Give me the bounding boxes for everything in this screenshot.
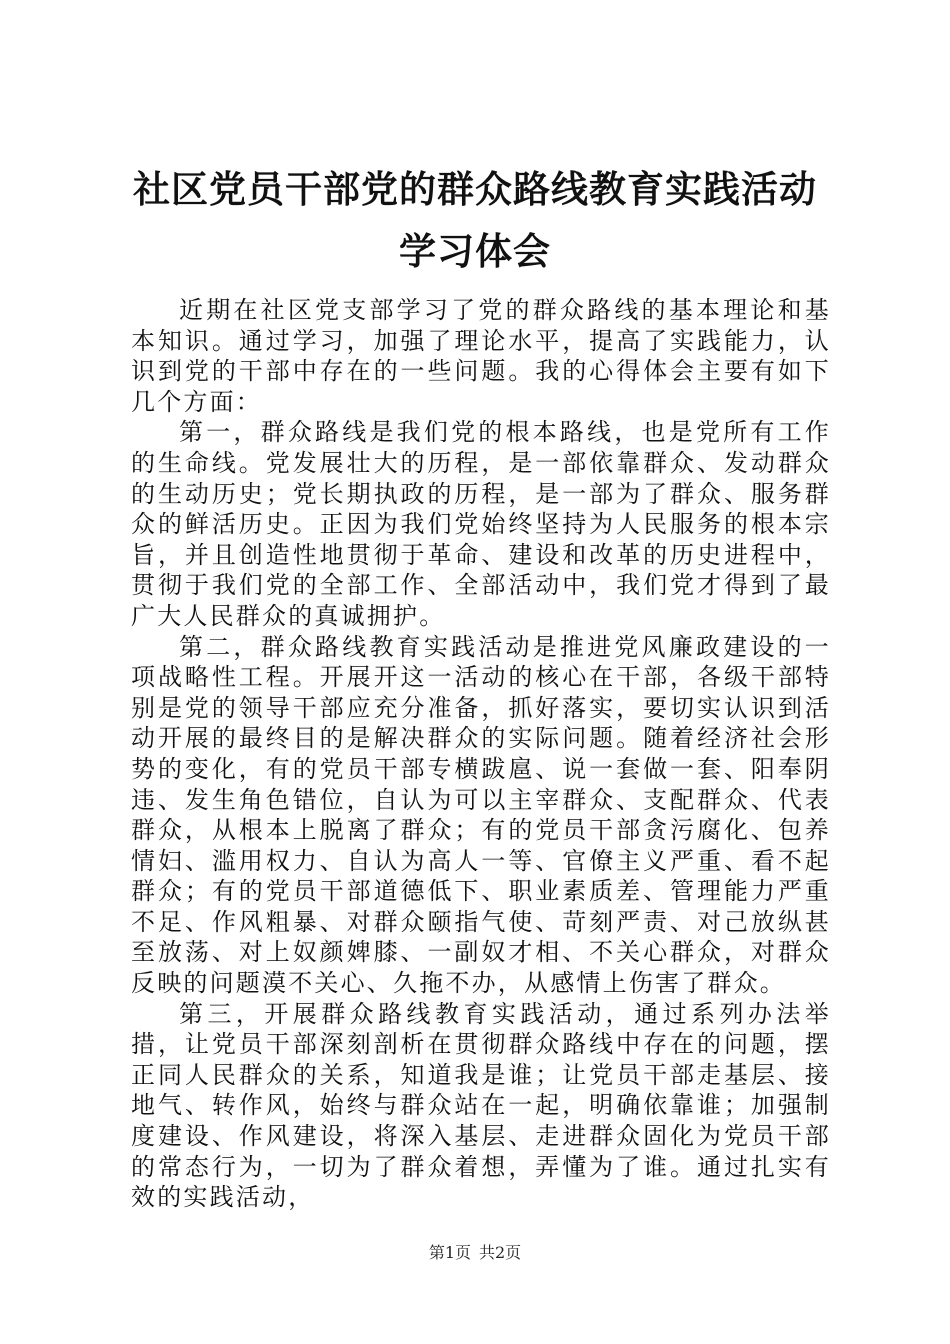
page-number: 第1页 xyxy=(428,1243,471,1262)
page-footer xyxy=(0,1242,950,1264)
page-total: 共2页 xyxy=(479,1243,522,1262)
document-title: 社区党员干部党的群众路线教育实践活动学习体会 xyxy=(133,167,817,273)
paragraph-first: 第一，群众路线是我们党的根本路线，也是党所有工作的生命线。党发展壮大的历程，是一部依靠群众、发动群众的生动历史；党长期执政的历程，是一部为了群众、服务群众的鲜活历史。正因为我们党始终坚持为人民服务的根本宗旨，并且创造性地贯彻于革命、建设和改革的历史进程中，贯彻于我们党的全部工作、全部活动中，我们党才得到了最广大人民群众的真诚拥护。 xyxy=(131,418,831,630)
document-body xyxy=(131,295,831,1213)
paragraph-second: 第二，群众路线教育实践活动是推进党风廉政建设的一项战略性工程。开展开这一活动的核心在干部，各级干部特别是党的领导干部应充分准备，抓好落实，要切实认识到活动开展的最终目的是解决群众的实际问题。随着经济社会形势的变化，有的党员干部专横跋扈、说一套做一套、阳奉阴违、发生角色错位，自认为可以主宰群众、支配群众、代表群众，从根本上脱离了群众；有的党员干部贪污腐化、包养情妇、滥用权力、自认为高人一等、官僚主义严重、看不起群众；有的党员干部道德低下、职业素质差、管理能力严重不足、作风粗暴、对群众颐指气使、苛刻严责、对己放纵甚至放荡、对上奴颜婢膝、一副奴才相、不关心群众，对群众反映的问题漠不关心、久拖不办，从感情上伤害了群众。 xyxy=(131,632,831,998)
paragraph-third: 第三，开展群众路线教育实践活动，通过系列办法举措，让党员干部深刻剖析在贯彻群众路线中存在的问题，摆正同人民群众的关系，知道我是谁；让党员干部走基层、接地气、转作风，始终与群众站在一起，明确依靠谁；加强制度建设、作风建设，将深入基层、走进群众固化为党员干部的常态行为，一切为了群众着想，弄懂为了谁。通过扎实有效的实践活动， xyxy=(131,999,831,1212)
paragraph-intro: 近期在社区党支部学习了党的群众路线的基本理论和基本知识。通过学习，加强了理论水平，提高了实践能力，认识到党的干部中存在的一些问题。我的心得体会主要有如下几个方面： xyxy=(131,296,831,416)
